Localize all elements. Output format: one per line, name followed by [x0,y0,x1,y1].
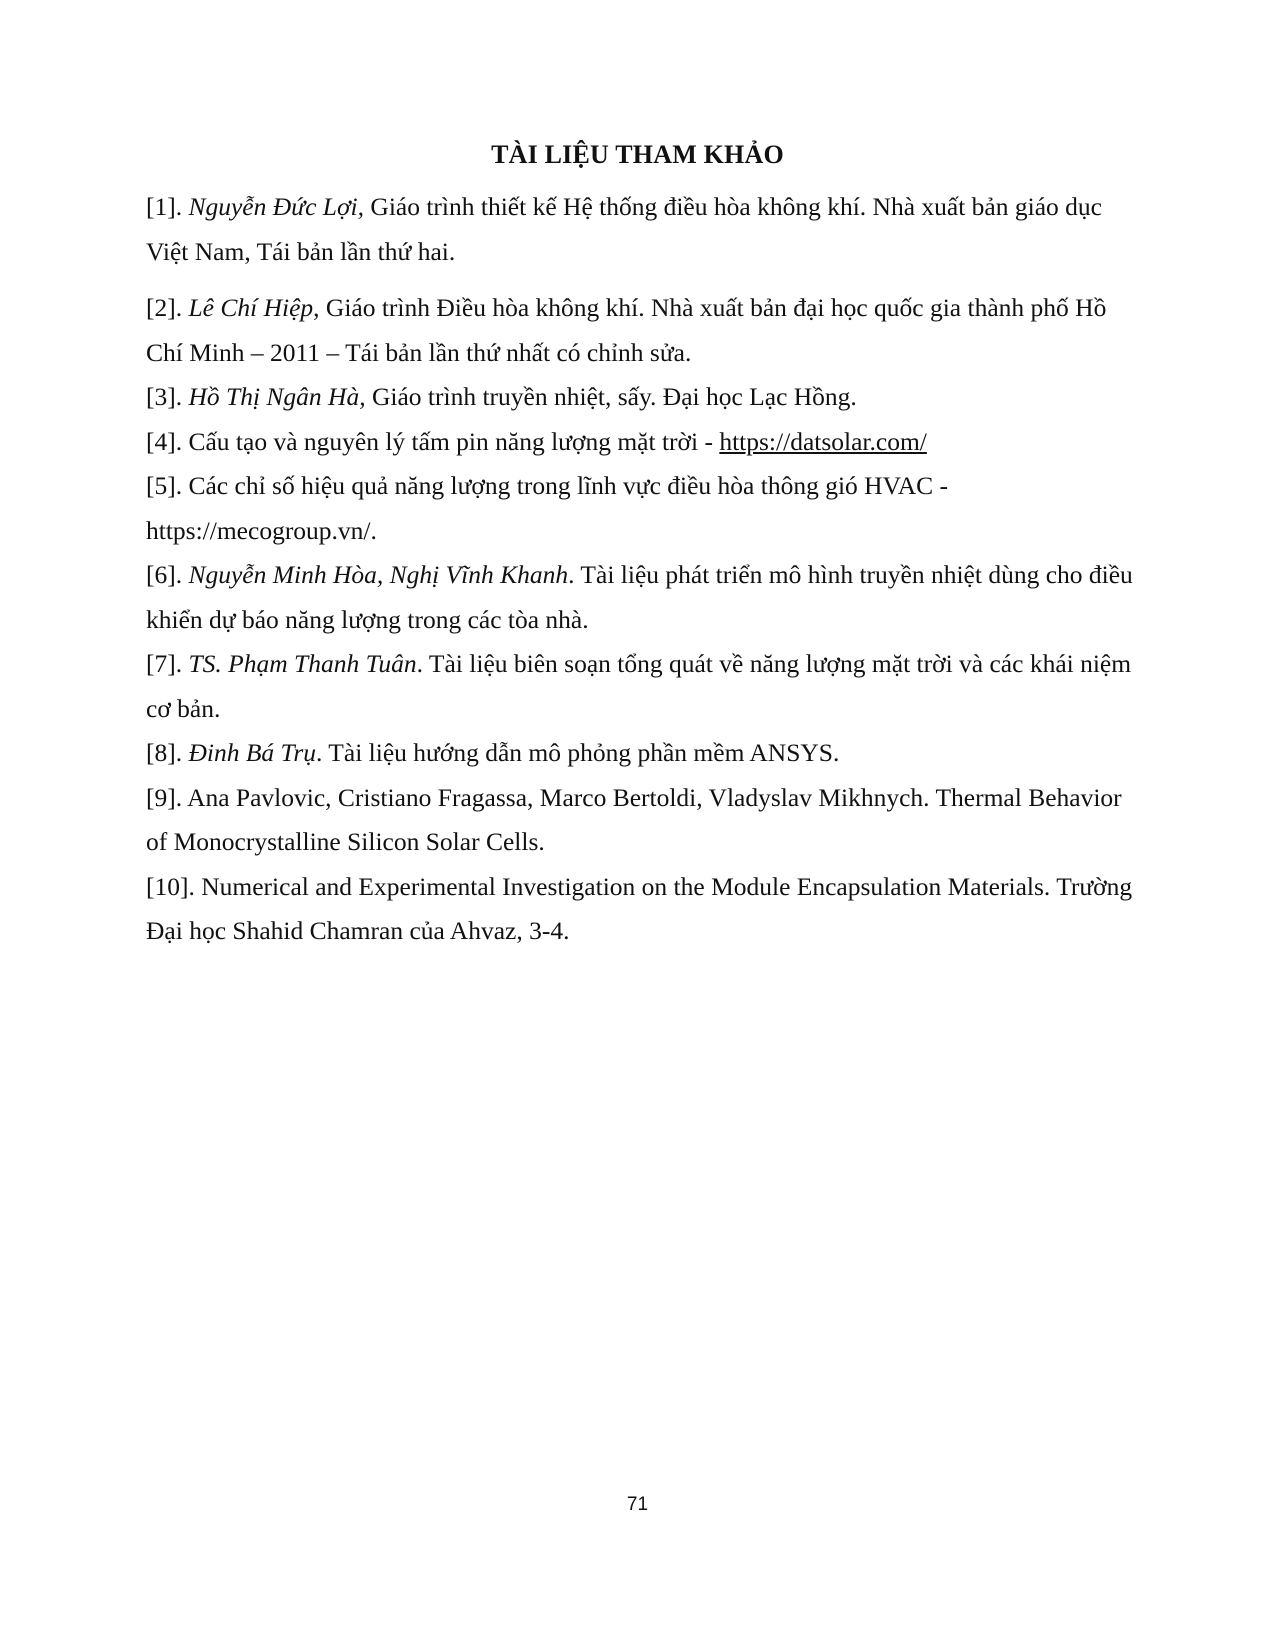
reference-author: Nguyễn Đức Lợi, [188,192,365,221]
reference-text: Các chỉ số hiệu quả năng lượng trong lĩnh vực điều hòa thông gió HVAC - https://mecogroup.vn/. [146,471,948,545]
reference-item-10 [146,865,1146,954]
reference-author: Lê Chí Hiệp [188,293,314,322]
reference-author: Hồ Thị Ngân Hà, [188,382,366,411]
reference-number: [8]. [146,738,189,767]
reference-number: [6]. [146,560,189,589]
page-title: TÀI LIỆU THAM KHẢO [491,140,784,169]
reference-number: [3]. [146,382,189,411]
reference-text: . Tài liệu phát triển mô hình truyền nhiệt dùng cho điều khiển dự báo năng lượng trong các tòa nhà. [146,560,1133,634]
reference-item-5 [146,464,1146,553]
reference-number: [2]. [146,293,189,322]
reference-number: [4]. [146,426,189,456]
reference-item-8 [146,731,1146,776]
reference-author: Đinh Bá Trụ [188,738,317,767]
reference-item-1 [146,185,1146,274]
reference-list [146,185,1146,954]
reference-link[interactable]: https://datsolar.com/ [719,426,927,456]
reference-number: [5]. [146,471,189,500]
reference-text: , Giáo trình Điều hòa không khí. Nhà xuất bản đại học quốc gia thành phố Hồ Chí Minh – 2011 – Tái bản lần thứ nhất có chỉnh sửa. [146,293,1107,367]
reference-item-7 [146,642,1146,731]
reference-number: [10]. [146,871,202,901]
reference-item-2 [146,286,1146,375]
reference-number: [9]. [146,782,188,812]
reference-item-9 [146,776,1146,865]
reference-text: . Tài liệu biên soạn tổng quát về năng lượng mặt trời và các khái niệm cơ bản. [146,649,1132,723]
reference-number: [1]. [146,192,189,221]
reference-item-4 [146,420,1146,465]
reference-author: TS. Phạm Thanh Tuân [188,649,417,678]
reference-text: Cấu tạo và nguyên lý tấm pin năng lượng mặt trời - [188,426,720,456]
reference-text: . Tài liệu hướng dẫn mô phỏng phần mềm ANSYS. [316,738,840,767]
reference-text: Ana Pavlovic, Cristiano Fragassa, Marco Bertoldi, Vladyslav Mikhnych. Thermal Behavior of Monocrystalline Silicon Solar Cells. [146,782,1122,856]
reference-text: Giáo trình thiết kế Hệ thống điều hòa không khí. Nhà xuất bản giáo dục Việt Nam, Tái bản lần thứ hai. [146,192,1102,266]
reference-text: Giáo trình truyền nhiệt, sấy. Đại học Lạc Hồng. [365,382,857,411]
reference-author: Nguyễn Minh Hòa, Nghị Vĩnh Khanh [188,560,569,589]
reference-item-3 [146,375,1146,420]
reference-text: Numerical and Experimental Investigation on the Module Encapsulation Materials. Trường Đại học Shahid Chamran của Ahvaz, 3-4. [146,871,1133,945]
reference-item-6 [146,553,1146,642]
reference-number: [7]. [146,649,189,678]
page-number: 71 [626,1494,649,1515]
